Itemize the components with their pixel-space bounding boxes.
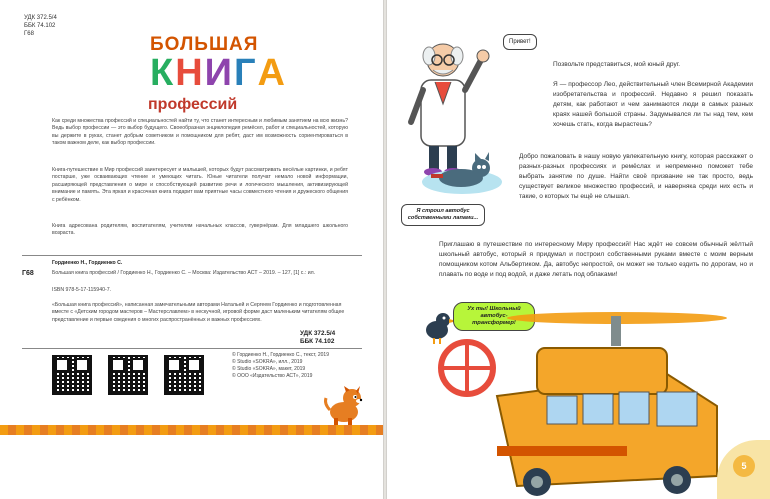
flying-bus-illustration [427, 296, 727, 496]
left-page [0, 0, 383, 499]
divider-bottom [22, 348, 362, 349]
udk-right-block [300, 330, 335, 346]
invitation-text: Приглашаю в путешествие по интересному Миру профессий! Нас ждёт не совсем обычный жёлтый школьный автобус, который я придумал и построил собственными руками вместе с моим верным помощником котом Альбертиком. Да, автобус непростой, он может не только ездить по дорогам, но и плавать по воде и под водой, и даже летать под облаками! [439, 241, 753, 278]
annotation-paragraph-2: Книга-путешествие в Мир профессий заинтересует и малышей, которых будут рассматривать весёлые картинки, и ребят постарше, уже осваивающих чтение и умеющих читать. Юные читатели получат немало новой информации, расширяющей представления о мире и способствующей развитию речи и логического мышления, активизирующей внимание и память. Эта яркая и красочная книга подарит вам приятные часы совместного чтения и дружеского общения с ребёнком. [52, 167, 348, 203]
udk-top-block [24, 14, 57, 38]
crow-bubble: Ух ты! Школьный автобус-трансформер! [453, 302, 535, 331]
copyright-line: © Гордиенко Н., Гордиенко С., текст, 2019 [232, 352, 329, 358]
divider-top [22, 255, 362, 256]
cat-illustration [417, 148, 507, 200]
copyright-line: © Studio «SOKRA», илл., 2019 [232, 359, 303, 365]
biblio-record: Большая книга профессий / Гордиенко Н., Гордиенко С. – Москва: Издательство АСТ – 2019. – 127, [1] с.: ил. [52, 270, 316, 276]
g68-code: Г68 [22, 270, 34, 277]
ground-strip [0, 425, 383, 435]
udk-right-line: ББК 74.102 [300, 338, 335, 345]
udk-top-line: Г68 [24, 31, 34, 37]
greeting-bubble: Привет! [503, 34, 537, 50]
book-annotation: «Большая книга профессий», написанная замечательными авторами Натальей и Сергеем Гордиенко и подготовленная вместе с «Детским городом мастеров – Мастерславлем» в нескучной, игровой форме даст маленьким читателям общее представление и первые сведения о многих распространённых и важных профессиях. [52, 302, 345, 323]
title-line-2 [150, 52, 287, 95]
intro-text: Позвольте представиться, мой юный друг. [553, 61, 681, 68]
title-letter: К [150, 52, 176, 94]
copyright-line: © ООО «Издательство АСТ», 2019 [232, 373, 313, 379]
right-page [387, 0, 770, 499]
professor-text: Я — профессор Лео, действительный член Всемирной Академии изобретательства и профессий. Недавно я решил показать детям, как работают и чем занимаются люди в самых разных краях нашей большой страны. Задумывался ли ты над тем, кем хочешь стать, когда вырастешь? [553, 81, 753, 128]
title-letter: Г [233, 52, 258, 94]
title-letter: Н [175, 52, 205, 94]
qr-code [164, 355, 204, 395]
udk-top-line: УДК 372.5/4 [24, 15, 57, 21]
copyright-block [232, 352, 329, 380]
authors: Гордиенко Н., Гордиенко С. [52, 260, 123, 266]
isbn: ISBN 978-5-17-115940-7. [52, 287, 112, 293]
cat-bubble: Я строил автобус собственными лапами... [401, 204, 485, 226]
title-line-3: профессий [148, 96, 238, 113]
dog-illustration [322, 386, 366, 426]
qr-code [108, 355, 148, 395]
udk-top-line: ББК 74.102 [24, 23, 56, 29]
title-letter: А [257, 52, 287, 94]
welcome-text: Добро пожаловать в нашу новую увлекательную книгу, которая расскажет о разных-разных профессиях и ремёслах и непременно поможет тебе выбрать занятие по душе. Найти своё призвание не так просто, ведь существует великое множество профессий, и наверняка среди них есть и такие, о которых ты ещё не слышал. [519, 153, 753, 200]
annotation-paragraph-3: Книга адресована родителям, воспитателям, учителям начальных классов, гувернёрам. Для младшего школьного возраста. [52, 223, 348, 237]
qr-code [52, 355, 92, 395]
title-line-1: БОЛЬШАЯ [150, 34, 259, 55]
page-number: 5 [733, 455, 755, 477]
udk-right-line: УДК 372.5/4 [300, 330, 336, 337]
title-letter: И [204, 52, 234, 94]
copyright-line: © Studio «SOKRA», макет, 2019 [232, 366, 306, 372]
annotation-paragraph-1: Как среди множества профессий и специальностей найти ту, что станет интересным и любимым занятием на всю жизнь? Ведь выбор профессии — это выбор будущего. Своеобразная энциклопедия ремёсел, работ и специальностей, которую вы держите в руках, станет добрым советником и помощником для ребят, даст им возможность сориентироваться в таком важном деле, как выбор профессии. [52, 118, 348, 147]
